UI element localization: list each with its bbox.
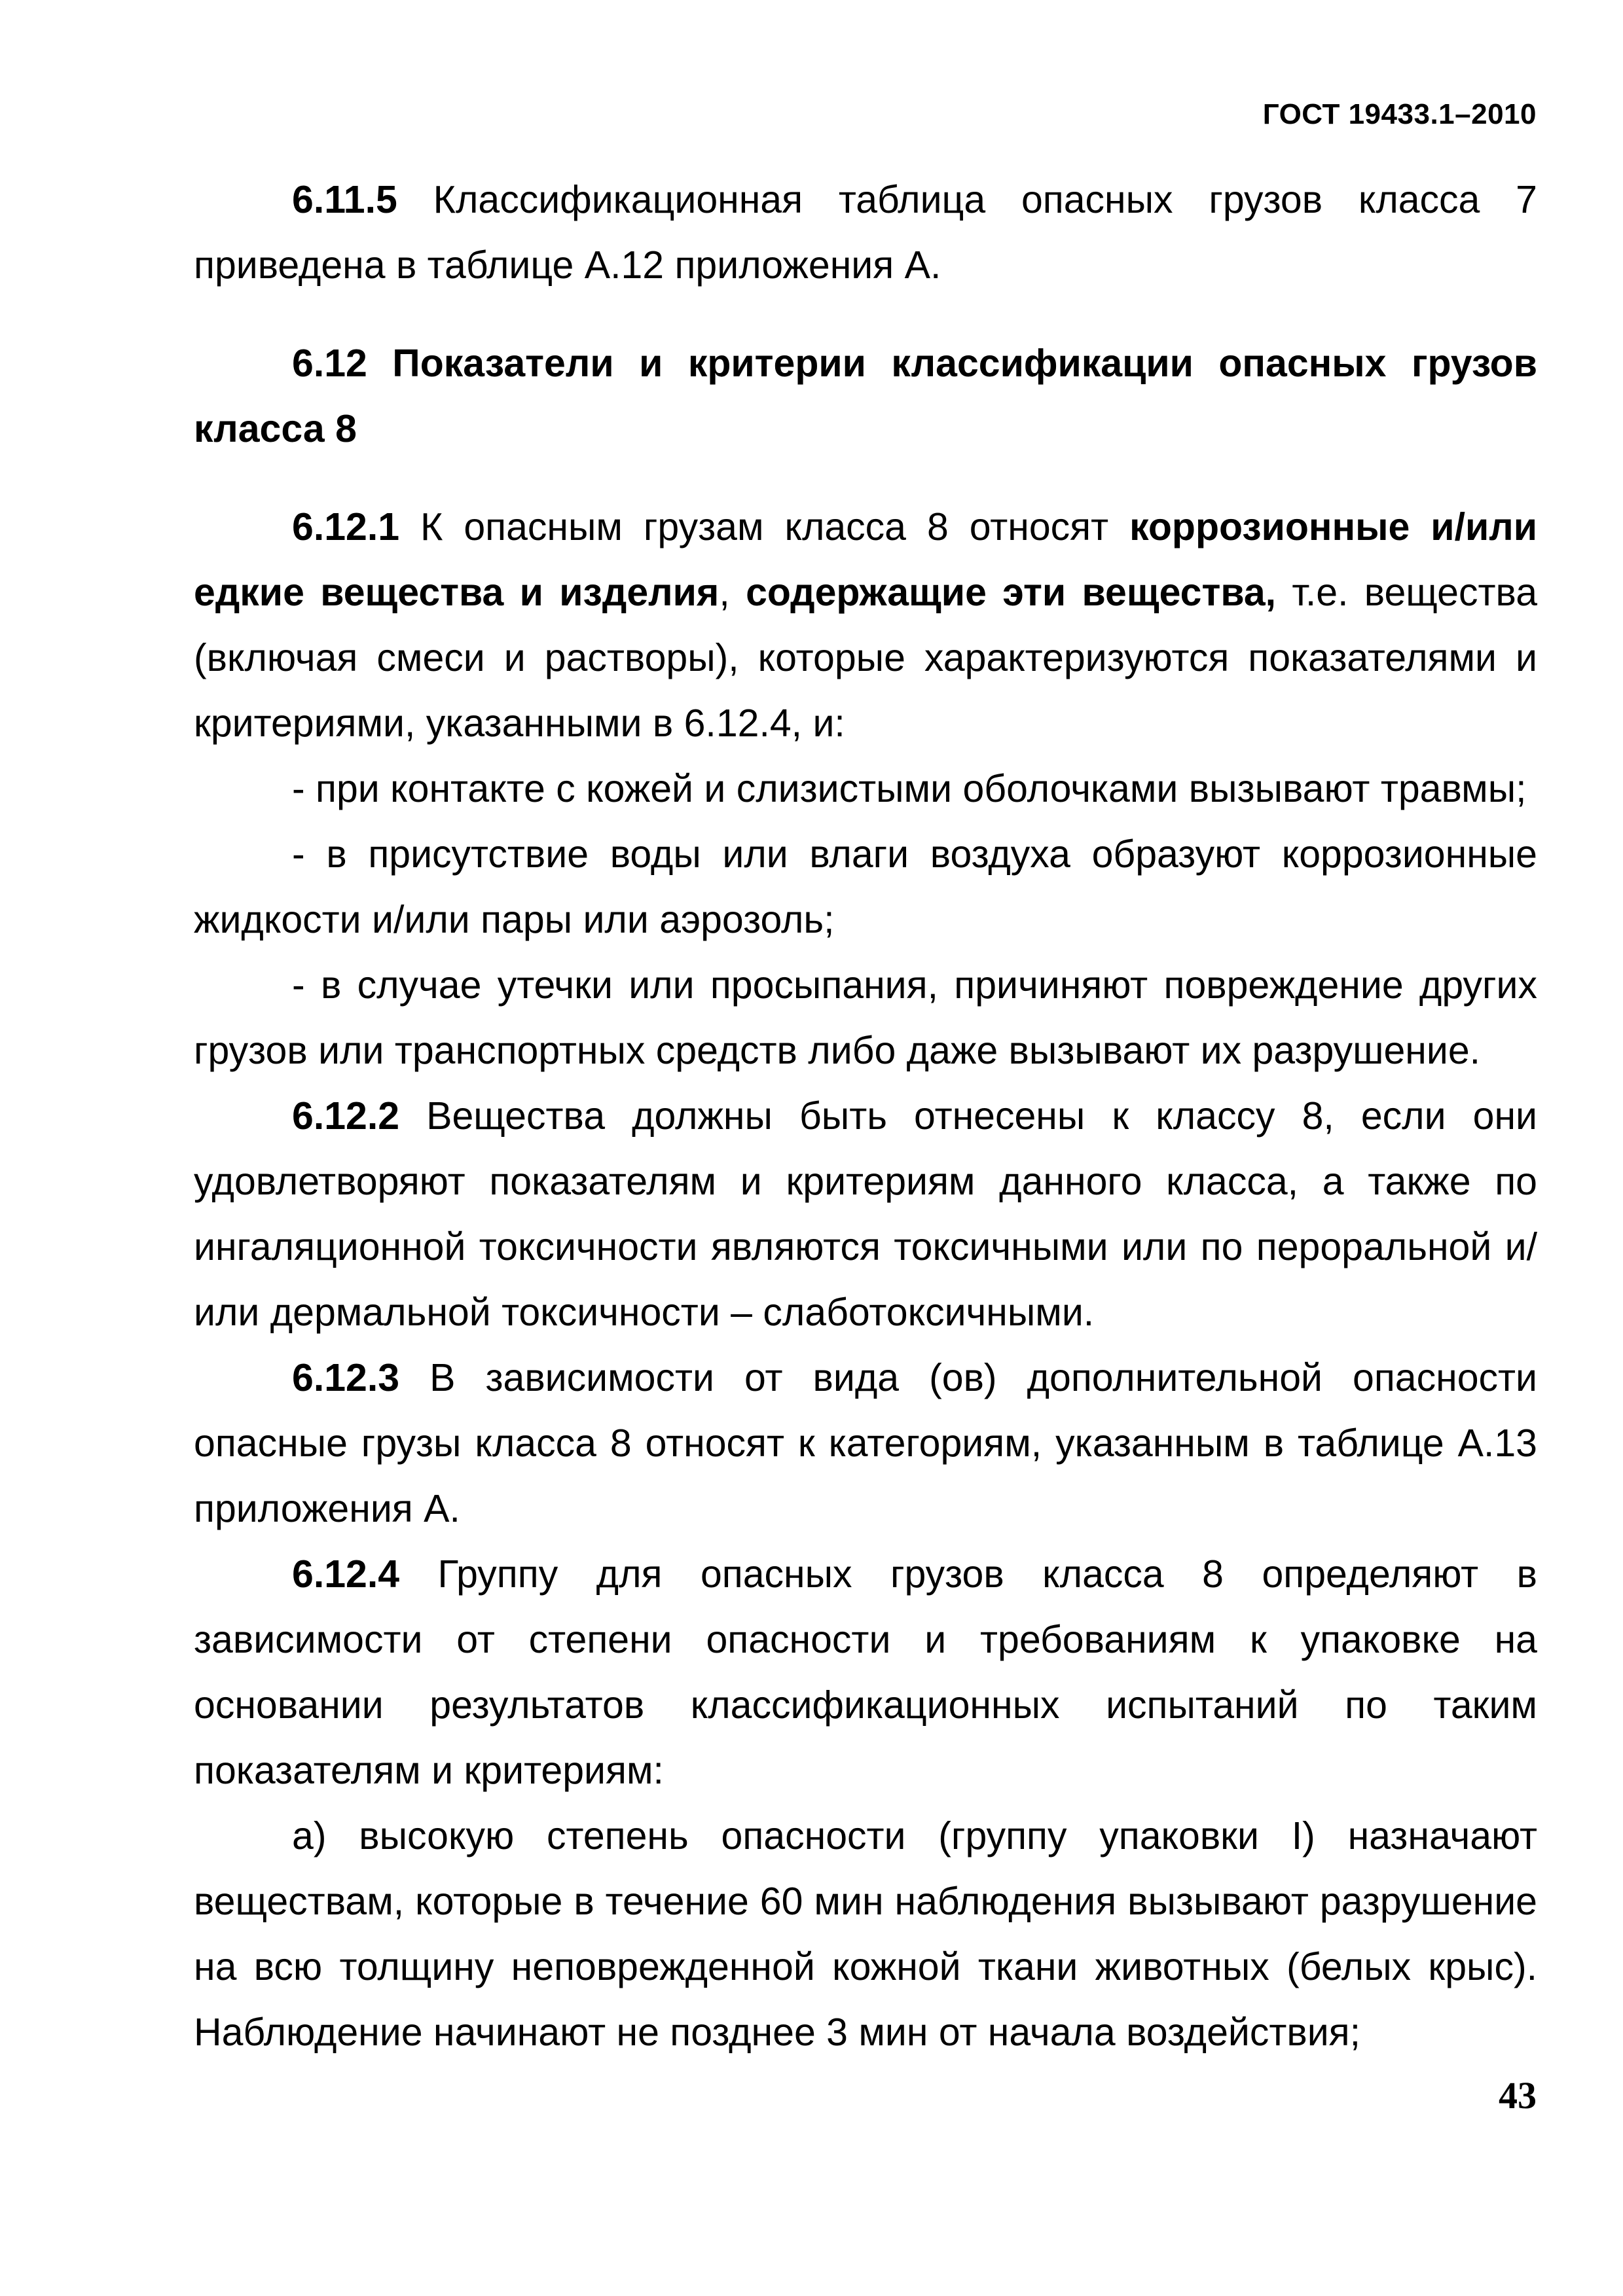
list-item: - при контакте с кожей и слизистыми оболочками вызывают травмы; <box>292 767 1527 810</box>
paragraph-text: В зависимости от вида (ов) дополнительной опасности опасные грузы класса 8 относят к категориям, указанным в таблице А.13 приложения А. <box>194 1356 1537 1530</box>
paragraph-text: Вещества должны быть отнесены к классу 8, если они удовлетворяют показателям и критериям данного класса, а также по ингаляционной токсичности являются токсичными или по пероральной и/или дермальной токсичности – слаботоксичными. <box>194 1094 1537 1334</box>
paragraph-6-12-2 <box>194 1083 1537 1345</box>
paragraph-6-12-3 <box>194 1345 1537 1541</box>
standard-header: ГОСТ 19433.1–2010 <box>1262 98 1537 130</box>
bold-term: содержащие эти вещества, <box>746 571 1277 614</box>
bold-term: коррозионные и/или едкие вещества и изделия <box>194 505 1537 614</box>
document-body <box>194 167 1537 2065</box>
clause-number: 6.12.2 <box>292 1094 400 1138</box>
paragraph-text: т.е. вещества (включая смеси и растворы), которые характеризуются показателями и критериями, указанными в 6.12.4, и: <box>194 571 1538 745</box>
list-item: - в присутствие воды или влаги воздуха образуют коррозионные жидкости и/или пары или аэрозоль; <box>194 833 1537 941</box>
clause-number: 6.12.4 <box>292 1552 400 1596</box>
paragraph-text: Классификационная таблица опасных грузов класса 7 приведена в таблице А.12 приложения А. <box>194 178 1537 287</box>
clause-number: 6.11.5 <box>292 178 397 221</box>
clause-number: 6.12.3 <box>292 1356 400 1399</box>
clause-number: 6.12.1 <box>292 505 400 548</box>
paragraph-6-12-4 <box>194 1541 1537 1803</box>
page-number: 43 <box>1499 2074 1537 2117</box>
paragraph-text: Группу для опасных грузов класса 8 определяют в зависимости от степени опасности и требованиям к упаковке на основании результатов классификационных испытаний по таким показателям и критериям: <box>194 1552 1537 1792</box>
paragraph-6-11-5 <box>194 167 1537 298</box>
list-item: - в случае утечки или просыпания, причиняют повреждение других грузов или транспортных средств либо даже вызывают их разрушение. <box>194 963 1537 1072</box>
paragraph-6-12-1 <box>194 494 1537 756</box>
list-item: а) высокую степень опасности (группу упаковки I) назначают веществам, которые в течение 60 мин наблюдения вызывают разрушение на всю толщину неповрежденной кожной ткани животных (белых крыс). Наблюдение начинают не позднее 3 мин от начала воздействия; <box>194 1814 1537 2054</box>
paragraph-text: К опасным грузам класса 8 относят <box>399 505 1130 548</box>
paragraph-text: , <box>719 571 746 614</box>
section-heading-6-12: 6.12 Показатели и критерии классификации опасных грузов класса 8 <box>194 342 1537 450</box>
